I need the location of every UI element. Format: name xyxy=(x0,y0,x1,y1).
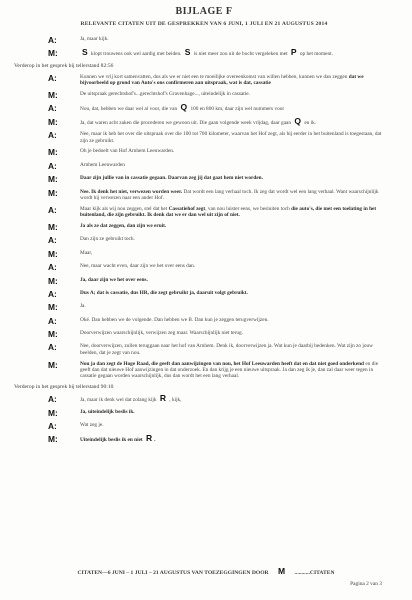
page-number: Pagina 2 van 3 xyxy=(350,581,382,587)
speaker-label: A: xyxy=(48,394,57,405)
quote-row xyxy=(26,303,382,312)
speaker-label: M: xyxy=(48,187,58,198)
speaker-label: A: xyxy=(48,262,57,273)
quote-text: Ja als ze dat zeggen, dan zijn we eruit. xyxy=(80,222,167,229)
quote-text: Nee. Ik denk het niet, verwezen worden weer. Dat wordt een lang verhaal toch. Ik zeg dat wordt wel een lang verhaal. Want waarschijnlijk wordt hij verwezen naar een ander Hof. xyxy=(80,188,379,201)
quote-text: Kunnen we vrij kort samenvatten, dus als we er niet een te moeilijke overeenkomst van willen hebben, kunnen we dan zeggen dat we bijvoorbeeld op grond van Auto's ons confirmeren aan uitspraak, wat is dat, cassatie xyxy=(80,73,364,87)
quote-row xyxy=(26,131,382,144)
speaker-label: M: xyxy=(48,89,58,100)
speaker-label: M: xyxy=(48,275,58,286)
quote-row xyxy=(26,189,382,202)
quote-row xyxy=(26,290,382,299)
quote-row xyxy=(26,36,382,45)
quote-text: De uitspraak gerechtshof's...gerechtshof's Gravenhage..., uiteindelijk in cassatie. xyxy=(80,90,250,97)
quote-row xyxy=(26,250,382,259)
speaker-label: A: xyxy=(48,35,57,45)
section-note: Verderop in het gesprek bij tellerstand 90:10 xyxy=(14,384,114,391)
quote-row xyxy=(26,74,382,87)
speaker-label: M: xyxy=(48,248,58,259)
quote-row xyxy=(26,104,382,113)
quote-text: Doorverwijzen waarschijnlijk, verwijzen zeg maar. Waarschijnlijk niet terug. xyxy=(80,330,244,337)
quote-text: Wat zeg je. xyxy=(80,422,104,429)
quote-text: Ja, uiteindelijk beslis ik. xyxy=(80,408,135,415)
page-title: BIJLAGE F xyxy=(175,6,233,17)
quote-row xyxy=(26,422,382,431)
quote-row xyxy=(26,395,382,404)
quote-row xyxy=(26,330,382,339)
quote-text: Maar kijk als wij nou zeggen, stel dat het Cassatiehof zegt, van nou luister eens, we besluiten toch die auto's, die met een toelating in het buitenland, die zijn gebruikt. Ik denk dat we er dan wel uit zijn of niet. xyxy=(80,205,377,219)
quote-row xyxy=(26,277,382,286)
quote-text: Nou, dat, hebben we daar wel al voor, die van Q 100 en 800 km, daar zijn wel nummers voor xyxy=(80,102,285,113)
speaker-label: M: xyxy=(48,221,58,232)
quote-text: S klopt trouwens ook wel aardig met beiden. S is niet meer zou uit de bocht vergeleken met P op het moment. xyxy=(82,47,333,58)
speaker-label: A: xyxy=(48,315,57,326)
quote-text: Maar, xyxy=(80,249,93,256)
quote-text: Arnhem Leeuwarden xyxy=(80,161,125,168)
quote-row xyxy=(26,361,382,380)
redaction-marker: Q xyxy=(180,102,188,113)
speaker-label: A: xyxy=(48,103,57,114)
page-subtitle: RELEVANTE CITATEN UIT DE GESPREKKEN VAN 6 JUNI, 1 JULI EN 21 AUGUSTUS 2014 xyxy=(80,21,328,27)
speaker-label: A: xyxy=(48,160,57,171)
quote-text: Oh je bedoelt van Hof Arnhem Leeuwarden. xyxy=(80,148,175,155)
redaction-marker: Q xyxy=(294,115,301,126)
quote-row xyxy=(26,317,382,326)
speaker-label: A: xyxy=(48,342,57,353)
quote-text: Nou ja dan zegt de Hoge Raad, die geeft dan aanwijzingen van nou, het Hof Leeuwarden heeft dat en dat niet goed onderkend en die geeft dan dat nieuwe Hof aanwijzingen in dat onderzoek. En dan krijg je een nieuwe uitspraak. Ja dan zeg ik je, dan zal daar weer tegen in cassatie gegaan worden waarschijnlijk, dus dan wordt het een lang verhaal. xyxy=(80,360,379,380)
quote-text: Ja, maar kijk. xyxy=(80,36,109,42)
page-footer: CITATEN—6 JUNI – 1 JULI – 21 AUGUSTUS VAN TOEZEGGINGEN DOOR M ...........CITATEN xyxy=(77,566,335,576)
quote-text: Ja, daar zijn we het over eens. xyxy=(80,276,148,283)
quote-row xyxy=(26,162,382,171)
quote-row xyxy=(26,206,382,219)
quote-row xyxy=(26,343,382,356)
quote-text: Dus A; dat is cassatie, dus HR, die zegt gebruikt ja, daaruit volgt gebruikt. xyxy=(80,289,248,296)
quote-text: Ja. xyxy=(80,303,86,310)
speaker-label: M: xyxy=(48,302,58,313)
speaker-label: M: xyxy=(48,407,58,418)
quote-text: Ja, dat waren acht zaken die procederen we gewoon uit. Die gaan volgende week vrijdag, daar gaan Q en ik. xyxy=(80,115,317,126)
quote-row xyxy=(26,49,382,58)
redaction-marker: M xyxy=(278,566,286,576)
redaction-marker: P xyxy=(290,47,297,58)
speaker-label: A: xyxy=(48,235,57,246)
speaker-label: M: xyxy=(48,48,58,59)
speaker-label: M: xyxy=(48,116,58,127)
quote-text: Ja, maar ik denk wel dat zolang kijk R , kijk, xyxy=(80,393,182,404)
speaker-label: M: xyxy=(48,359,58,370)
quote-row xyxy=(26,175,382,184)
speaker-label: A: xyxy=(48,288,57,299)
quote-row xyxy=(26,409,382,418)
quote-row xyxy=(26,115,382,127)
speaker-label: A: xyxy=(48,130,57,141)
section-note: Verderop in het gesprek bij tellerstand 82:56 xyxy=(14,62,114,69)
redaction-marker: R xyxy=(159,393,166,404)
speaker-label: M: xyxy=(48,174,58,185)
quote-text: Oké. Dan hebben we de volgende. Dan hebben we B. Dan kun je zeggen terugverwijzen. xyxy=(80,316,269,323)
quote-text: Nee, maar ik heb het over die uitspraak over die 100 tot 700 kilometer, waarvan het Hof zegt, als hij eerder in het buitenland is toegestaan, dat zijn ze gebruikt. xyxy=(80,131,382,144)
speaker-label: A: xyxy=(48,421,57,432)
quote-text: Uiteindelijk beslis ik en niet R . xyxy=(80,433,156,444)
quote-text: Dan zijn ze gebruikt toch. xyxy=(80,236,135,243)
redaction-marker: R xyxy=(146,433,153,444)
redaction-marker: S xyxy=(82,47,88,58)
redaction-marker: S xyxy=(184,47,191,58)
quote-text: Daar zijn jullie van in cassatie gegaan. Daarvan zeg jij dat gaat hem niet worden. xyxy=(80,175,263,182)
speaker-label: A: xyxy=(48,204,57,215)
quote-row xyxy=(26,223,382,232)
speaker-label: M: xyxy=(48,329,58,340)
speaker-label: M: xyxy=(48,147,58,158)
speaker-label: M: xyxy=(48,434,58,445)
quote-text: Nee, maar wacht even, daar zijn we het over eens dan. xyxy=(80,263,196,270)
quote-row xyxy=(26,91,382,100)
quote-row xyxy=(26,435,382,444)
quote-text: Nee, doorverwijzen, zullen teruggaan naar het hof van Arnhem. Denk ik, doorverwijzen ja. Wat kun je daarbij bedenken. Wat zijn zo jouw beelden, dat je zegt van nou. xyxy=(80,343,373,356)
speaker-label: A: xyxy=(48,72,57,83)
quote-row xyxy=(26,148,382,157)
quote-row xyxy=(26,236,382,245)
quote-row xyxy=(26,263,382,272)
